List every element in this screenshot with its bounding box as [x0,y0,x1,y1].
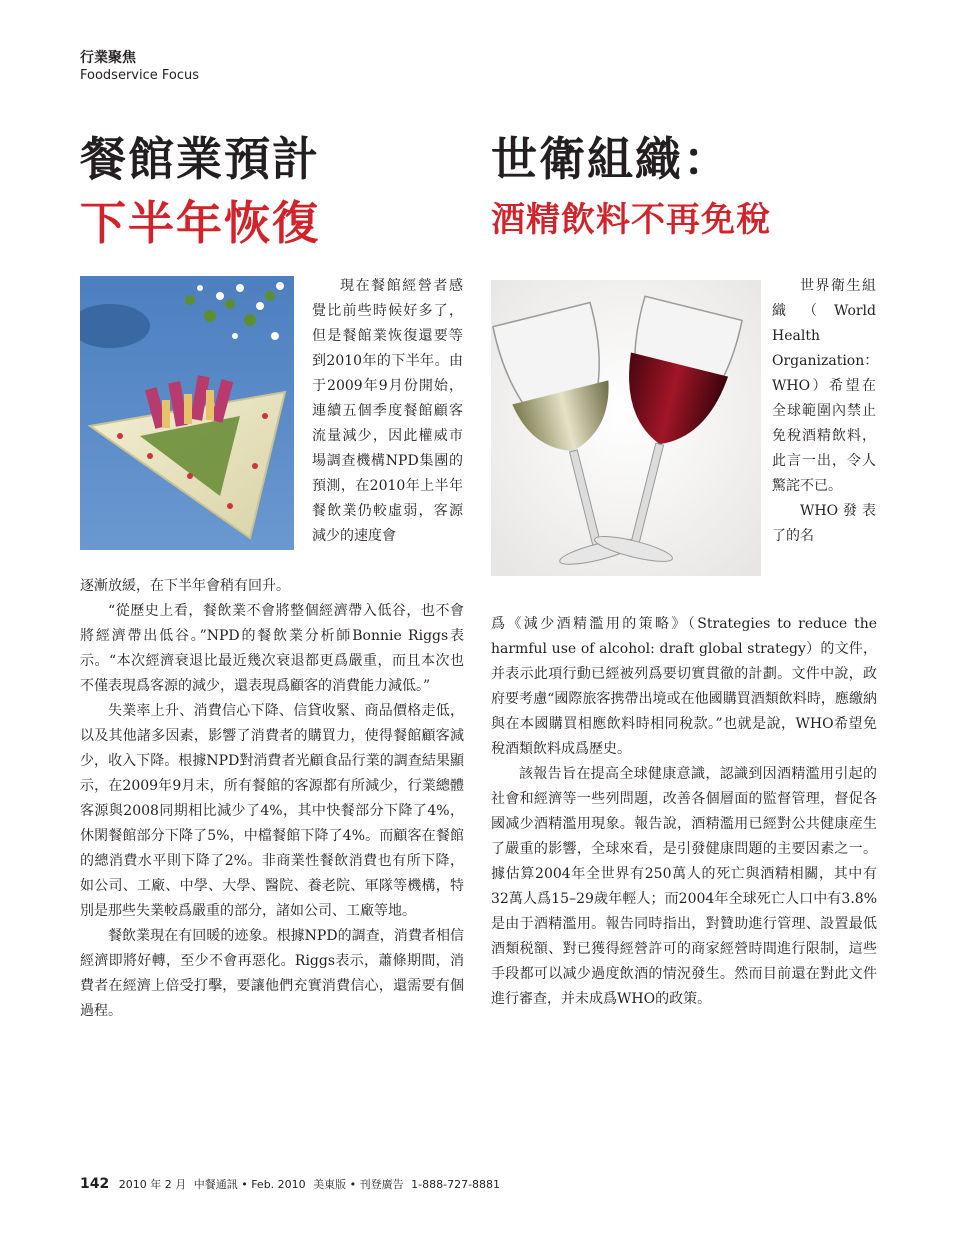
article1-body [80,574,464,1024]
food-platter-photo [80,276,294,550]
footer-magazine: 中餐通訊 • Feb. 2010 [193,1178,306,1191]
article2-paragraph-3: 該報告旨在提高全球健康意識，認識到因酒精濫用引起的社會和經濟等一些列問題，改善各個層面的監督管理，督促各國减少酒精濫用現象。報告說，酒精濫用已經對公共健康産生了嚴重的影響，全球來看，是引發健康問題的主要因素之一。據估算2004年全世界有250萬人的死亡與酒精相關，其中有32萬人爲15–29歲年輕人；而2004年全球死亡人口中有3.8%是由于酒精濫用。報告同時指出，對贊助進行管理、設置最低酒類税額、對已獲得經營許可的商家經營時間進行限制，這些手段都可以减少過度飲酒的情況發生。然而目前還在對此文件進行審查，并未成爲WHO的政策。 [491,766,877,1007]
article2-paragraph-2-rest: 爲《減少酒精濫用的策略》（Strategies to reduce the harmful use of alcohol: draft global strategy）的文件，并表示此項行動已經被列爲要切實貫徹的計劃。文件中說，政府要考慮“國際旅客携帶出境或在他國購買酒類飲料時，應繳納與在本國購買相應飲料時相同稅款。”也就是說，WHO希望免稅酒類飲料成爲歷史。 [491,616,877,757]
article2-intro-text: 世界衛生組織（World Health Organization：WHO）希望在全球範圍內禁止免稅酒精飲料，此言一出，令人驚詫不已。 [772,278,879,494]
footer-date: 2010 年 2 月 [118,1178,187,1191]
article1-paragraph-2: “從歷史上看，餐飲業不會將整個經濟帶入低谷，也不會將經濟帶出低谷。”NPD的餐飲業分析師Bonnie Riggs表示。“本次經濟衰退比最近幾次衰退都更爲嚴重，而且本次也不僅表現爲客源的減少，還表現爲顧客的消費能力減低。” [80,603,464,694]
section-header [80,50,199,84]
article1-paragraph-3: 失業率上升、消費信心下降、信貸收緊、商品價格走低，以及其他諸多因素，影響了消費者的購買力，使得餐館顧客減少，收入下降。根據NPD對消費者光顧食品行業的調查結果顯示，在2009年9月末，所有餐館的客源都有所減少，行業總體客源與2008同期相比減少了4%，其中快餐部分下降了4%，休閑餐館部分下降了5%，中檔餐館下降了4%。而顧客在餐館的總消費水平則下降了2%。非商業性餐飲消費也有所下降，如公司、工廠、中學、大學、醫院、養老院、軍隊等機構，特別是那些失業較爲嚴重的部分，諸如公司、工廠等地。 [80,703,464,919]
article2-title-line1: 世衛組織： [491,132,731,186]
article1-intro-text: 現在餐館經營者感覺比前些時候好多了，但是餐館業恢復還要等到2010年的下半年。由于2009年9月份開始，連續五個季度餐館顧客流量減少，因此權威市場調查機構NPD集團的預測，在2010年上半年餐飲業仍較虛弱，客源減少的速度會 [312,278,463,544]
section-title-en: Foodservice Focus [80,68,199,83]
article1-intro [312,274,463,549]
article2-title-line2: 酒精飲料不再免稅 [491,200,771,240]
page-footer [80,1177,504,1192]
article1-title-line2: 下半年恢復 [80,196,320,250]
article1-title-line1: 餐館業預計 [80,132,320,186]
wine-glasses-photo [491,280,761,576]
footer-phone: 1-888-727-8881 [411,1178,501,1191]
article2-body [491,612,877,1012]
footer-edition: 美東版 • 刊登廣告 [313,1178,404,1191]
article2-intro [772,274,879,549]
section-title-zh: 行業聚焦 [80,50,136,66]
article1-paragraph-4: 餐飲業現在有回暖的迹象。根據NPD的調查，消費者相信經濟即將好轉，至少不會再惡化。Riggs表示，蕭條期間，消費者在經濟上倍受打擊，要讓他們充實消費信心，還需要有個過程。 [80,928,464,1019]
article2-paragraph-2-start: WHO發表了的名 [772,503,876,544]
page-number: 142 [80,1176,110,1192]
article1-intro-end: 逐漸放緩，在下半年會稍有回升。 [80,578,290,594]
